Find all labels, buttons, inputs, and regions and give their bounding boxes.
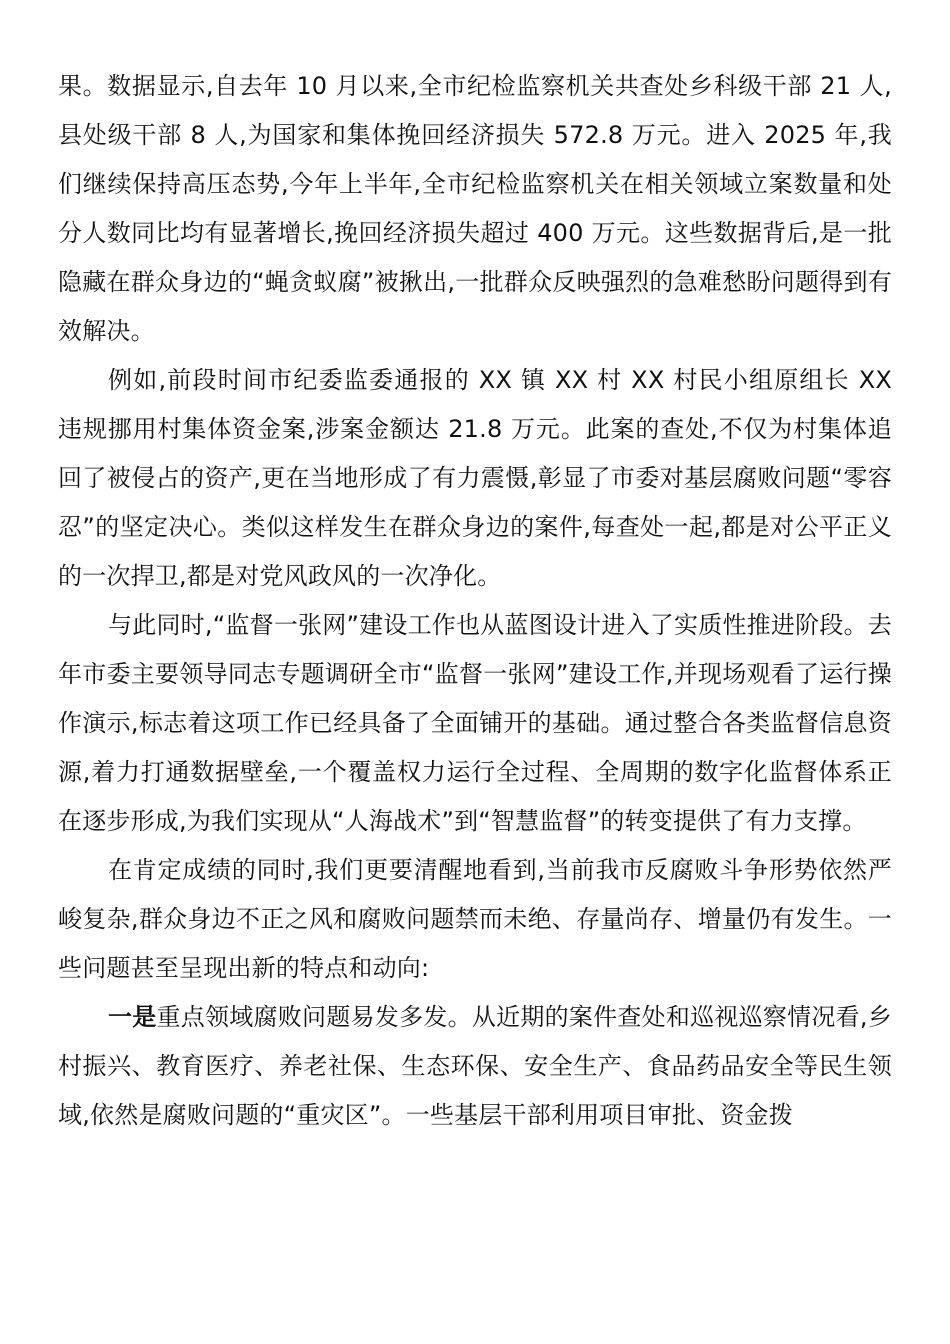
paragraph-1-text: 果。数据显示,自去年 10 月以来,全市纪检监察机关共查处乡科级干部 21 人,县处级干部 8 人,为国家和集体挽回经济损失 572.8 万元。进入 2025 年,我们继续保持高压态势,今年上半年,全市纪检监察机关在相关领域立案数量和处分人数同比均有显著增长,挽回经济损失超过 400 万元。这些数据背后,是一批隐藏在群众身边的“蝇贪蚁腐”被揪出,一批群众反映强烈的急难愁盼问题得到有效解决。 (58, 72, 892, 345)
paragraph-1 (58, 62, 892, 356)
paragraph-3-text: 与此同时,“监督一张网”建设工作也从蓝图设计进入了实质性推进阶段。去年市委主要领导同志专题调研全市“监督一张网”建设工作,并现场观看了运行操作演示,标志着这项工作已经具备了全面铺开的基础。通过整合各类监督信息资源,着力打通数据壁垒,一个覆盖权力运行全过程、全周期的数字化监督体系正在逐步形成,为我们实现从“人海战术”到“智慧监督”的转变提供了有力支撑。 (58, 611, 892, 835)
paragraph-4-text: 在肯定成绩的同时,我们更要清醒地看到,当前我市反腐败斗争形势依然严峻复杂,群众身边不正之风和腐败问题禁而未绝、存量尚存、增量仍有发生。一些问题甚至呈现出新的特点和动向: (58, 856, 892, 982)
document-page (58, 62, 892, 1140)
paragraph-5-text: 重点领域腐败问题易发多发。从近期的案件查处和巡视巡察情况看,乡村振兴、教育医疗、养老社保、生态环保、安全生产、食品药品安全等民生领域,依然是腐败问题的“重灾区”。一些基层干部利用项目审批、资金拨 (58, 1003, 892, 1129)
paragraph-2-text: 例如,前段时间市纪委监委通报的 XX 镇 XX 村 XX 村民小组原组长 XX 违规挪用村集体资金案,涉案金额达 21.8 万元。此案的查处,不仅为村集体追回了被侵占的资产,更在当地形成了有力震慑,彰显了市委对基层腐败问题“零容忍”的坚定决心。类似这样发生在群众身边的案件,每查处一起,都是对公平正义的一次捍卫,都是对党风政风的一次净化。 (58, 366, 892, 590)
paragraph-4 (58, 846, 892, 993)
paragraph-5 (58, 993, 892, 1140)
paragraph-3 (58, 601, 892, 846)
paragraph-5-lead: 一是 (108, 1003, 157, 1031)
paragraph-2 (58, 356, 892, 601)
